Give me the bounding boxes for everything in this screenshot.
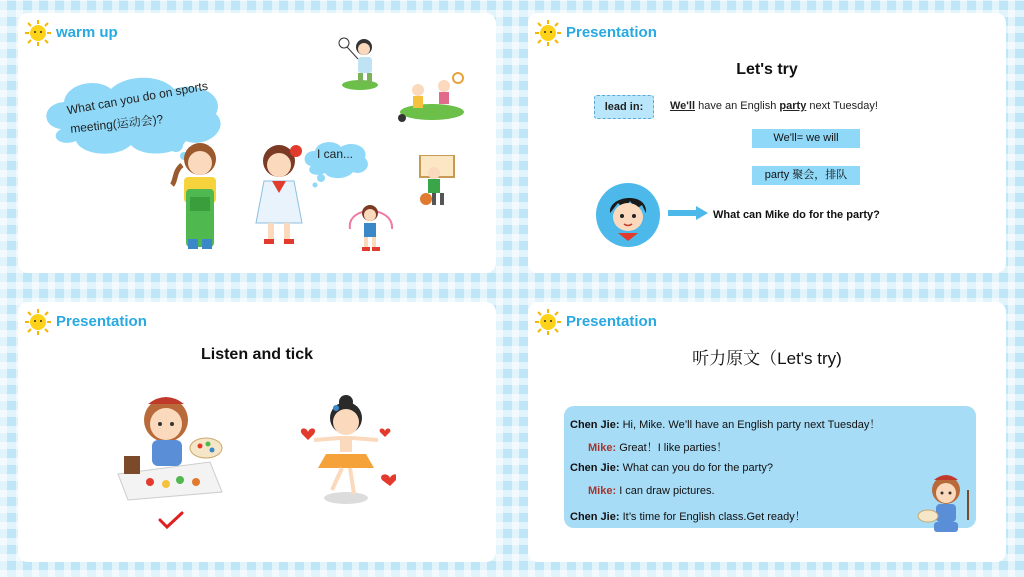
question-text: What can Mike do for the party? bbox=[713, 209, 880, 221]
tennis-kids-illustration bbox=[396, 68, 466, 123]
dialog-text: Great！I like parties！ bbox=[619, 442, 728, 454]
tick-icon[interactable] bbox=[158, 510, 184, 530]
dialog-text: I can draw pictures. bbox=[619, 485, 715, 497]
painting-girl-illustration[interactable] bbox=[110, 392, 230, 502]
page-title: 听力原文（Let's try) bbox=[692, 349, 842, 368]
badminton-kid-illustration bbox=[336, 35, 381, 90]
lead-in-label: lead in: bbox=[594, 95, 654, 119]
slide-heading: Presentation bbox=[566, 313, 657, 330]
dialog-line bbox=[588, 485, 715, 497]
sentence-end: next Tuesday! bbox=[806, 100, 878, 112]
slide-heading: Presentation bbox=[56, 313, 147, 330]
sun-icon bbox=[24, 19, 52, 47]
dialog-text: What can you do for the party? bbox=[622, 462, 773, 474]
slide-heading: Presentation bbox=[566, 24, 657, 41]
sentence-middle: have an English bbox=[695, 100, 780, 112]
slide-listen-and-tick[interactable] bbox=[18, 302, 496, 562]
sentence bbox=[670, 100, 878, 112]
slide-heading: warm up bbox=[56, 24, 118, 41]
sun-icon bbox=[24, 308, 52, 336]
dialog-text: It’s time for English class.Get ready！ bbox=[622, 511, 806, 523]
girl-sailor-illustration bbox=[246, 139, 316, 249]
dialog-line bbox=[570, 416, 880, 432]
slide-warm-up[interactable] bbox=[18, 13, 496, 273]
page-title: Let's try bbox=[736, 61, 798, 78]
dialog-line bbox=[570, 508, 806, 524]
basketball-kid-illustration bbox=[414, 155, 456, 210]
arrow-right-icon bbox=[668, 206, 708, 220]
cloud-text-line1: What can you do on sports bbox=[65, 78, 209, 118]
note-well-box: We'll= we will bbox=[752, 129, 860, 148]
speaker-label: Chen Jie: bbox=[570, 511, 620, 523]
cloud-text-i-can: I can... bbox=[317, 147, 354, 161]
speaker-label: Chen Jie: bbox=[570, 462, 620, 474]
dialog-text: Hi, Mike. We’ll have an English party next Tuesday！ bbox=[622, 419, 881, 431]
slide-transcript[interactable] bbox=[528, 302, 1006, 562]
sun-icon bbox=[534, 19, 562, 47]
speaker-label: Mike: bbox=[588, 485, 617, 497]
painting-girl-small-illustration bbox=[916, 470, 978, 538]
dialog-box bbox=[564, 406, 976, 528]
page-title: Listen and tick bbox=[200, 346, 314, 363]
jump-rope-kid-illustration bbox=[344, 195, 399, 255]
mike-avatar bbox=[596, 183, 660, 247]
sentence-word-party: party bbox=[779, 100, 807, 112]
sentence-word-well: We'll bbox=[670, 100, 696, 112]
dancing-girl-illustration[interactable] bbox=[296, 392, 396, 507]
dialog-line bbox=[570, 462, 773, 474]
speaker-label: Mike: bbox=[588, 442, 617, 454]
cloud-text-line2: meeting(运动会)? bbox=[69, 112, 164, 136]
dialog-line bbox=[588, 439, 727, 455]
sun-icon bbox=[534, 308, 562, 336]
girl-overalls-illustration bbox=[168, 137, 233, 252]
speaker-label: Chen Jie: bbox=[570, 419, 620, 431]
slide-lets-try[interactable] bbox=[528, 13, 1006, 273]
note-party-box: party 聚会，排队 bbox=[752, 166, 860, 185]
